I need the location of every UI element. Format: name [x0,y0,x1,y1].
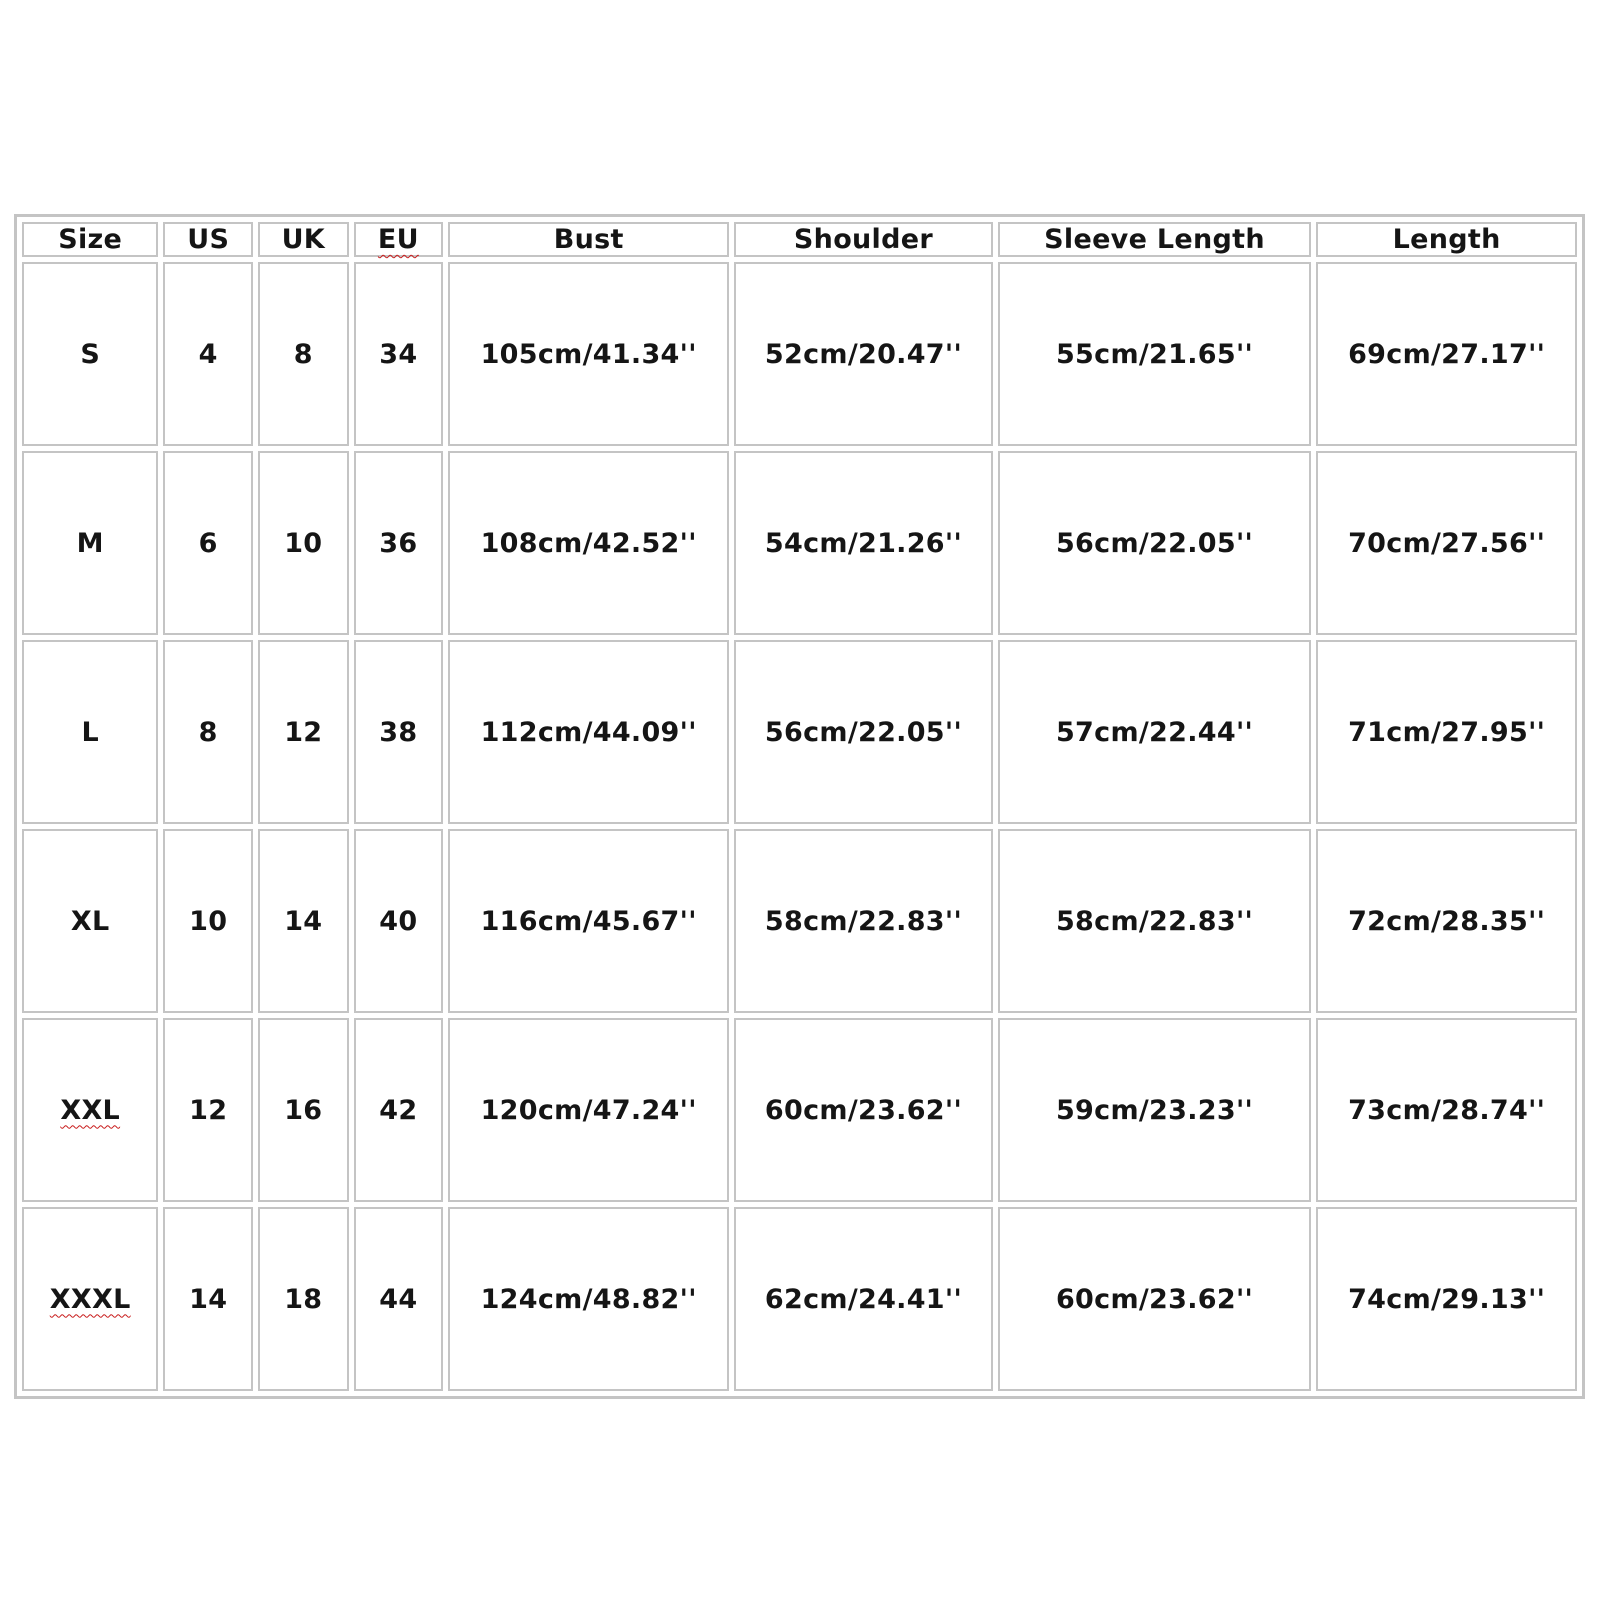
cell-shoulder: 52cm/20.47'' [734,262,993,446]
cell-eu: 38 [354,640,444,824]
cell-sleeve-length: 57cm/22.44'' [998,640,1312,824]
cell-us: 6 [163,451,253,635]
cell-length: 72cm/28.35'' [1316,829,1577,1013]
cell-size: S [22,262,158,446]
cell-eu: 42 [354,1018,444,1202]
header-size: Size [22,222,158,257]
cell-bust: 124cm/48.82'' [448,1207,729,1391]
header-bust: Bust [448,222,729,257]
cell-us: 10 [163,829,253,1013]
header-eu [354,222,444,257]
cell-length: 71cm/27.95'' [1316,640,1577,824]
cell-sleeve-length: 58cm/22.83'' [998,829,1312,1013]
cell-length: 74cm/29.13'' [1316,1207,1577,1391]
cell-size [22,1207,158,1391]
cell-us: 4 [163,262,253,446]
cell-bust: 116cm/45.67'' [448,829,729,1013]
cell-bust: 105cm/41.34'' [448,262,729,446]
cell-shoulder: 58cm/22.83'' [734,829,993,1013]
cell-us: 12 [163,1018,253,1202]
cell-us: 8 [163,640,253,824]
cell-eu: 44 [354,1207,444,1391]
header-sleeve-length: Sleeve Length [998,222,1312,257]
cell-size: M [22,451,158,635]
cell-uk: 8 [258,262,349,446]
cell-eu: 36 [354,451,444,635]
header-eu-label: EU [377,224,419,255]
cell-shoulder: 62cm/24.41'' [734,1207,993,1391]
cell-sleeve-length: 60cm/23.62'' [998,1207,1312,1391]
cell-eu: 40 [354,829,444,1013]
cell-length: 70cm/27.56'' [1316,451,1577,635]
header-uk: UK [258,222,349,257]
cell-bust: 120cm/47.24'' [448,1018,729,1202]
table-row [22,262,1577,446]
cell-uk: 12 [258,640,349,824]
cell-sleeve-length: 59cm/23.23'' [998,1018,1312,1202]
table-row [22,451,1577,635]
cell-shoulder: 56cm/22.05'' [734,640,993,824]
header-shoulder: Shoulder [734,222,993,257]
cell-bust: 112cm/44.09'' [448,640,729,824]
table-row [22,1207,1577,1391]
cell-uk: 18 [258,1207,349,1391]
cell-uk: 10 [258,451,349,635]
cell-length: 73cm/28.74'' [1316,1018,1577,1202]
cell-shoulder: 54cm/21.26'' [734,451,993,635]
table-row [22,1018,1577,1202]
size-chart-table [17,217,1582,1396]
cell-size [22,1018,158,1202]
cell-uk: 16 [258,1018,349,1202]
cell-size-label: XXXL [49,1283,131,1315]
cell-eu: 34 [354,262,444,446]
header-us: US [163,222,253,257]
cell-size: L [22,640,158,824]
cell-sleeve-length: 56cm/22.05'' [998,451,1312,635]
cell-size-label: XXL [60,1094,121,1126]
cell-bust: 108cm/42.52'' [448,451,729,635]
cell-uk: 14 [258,829,349,1013]
cell-size: XL [22,829,158,1013]
cell-length: 69cm/27.17'' [1316,262,1577,446]
table-row [22,640,1577,824]
cell-shoulder: 60cm/23.62'' [734,1018,993,1202]
table-row [22,829,1577,1013]
size-chart [14,214,1585,1399]
header-row [22,222,1577,257]
cell-us: 14 [163,1207,253,1391]
cell-sleeve-length: 55cm/21.65'' [998,262,1312,446]
header-length: Length [1316,222,1577,257]
